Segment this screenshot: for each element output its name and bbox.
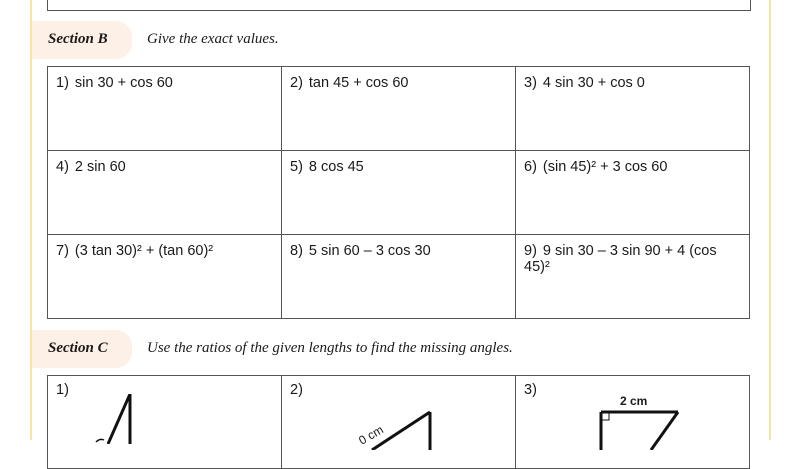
question-cell: 8) 5 sin 60 – 3 cos 30 [282, 235, 516, 319]
triangle-diagram [596, 410, 686, 450]
question-cell: 9) 9 sin 30 – 3 sin 90 + 4 (cos 45)² [516, 235, 750, 319]
triangle-diagram [88, 394, 148, 444]
page-border-left [30, 0, 32, 440]
triangle-diagram [342, 410, 442, 450]
question-cell: 4) 2 sin 60 [48, 151, 282, 235]
section-c-table [47, 375, 750, 469]
length-label: 0 cm [356, 422, 386, 448]
question-cell: 3) 4 sin 30 + cos 0 [516, 67, 750, 151]
question-cell: 3) 2 cm [516, 376, 750, 469]
question-cell: 5) 8 cos 45 [282, 151, 516, 235]
question-cell: 2) tan 45 + cos 60 [282, 67, 516, 151]
question-cell: 6) (sin 45)² + 3 cos 60 [516, 151, 750, 235]
section-c-label: Section C [48, 340, 108, 356]
section-b-instruction: Give the exact values. [147, 31, 279, 47]
question-cell: 1) sin 30 + cos 60 [48, 67, 282, 151]
question-cell: 1) [48, 376, 282, 469]
section-c-instruction: Use the ratios of the given lengths to find the missing angles. [147, 340, 513, 356]
length-label: 2 cm [620, 394, 648, 408]
section-b-table [47, 66, 750, 319]
section-b-label: Section B [48, 31, 108, 47]
section-a-box [47, 0, 751, 11]
question-cell: 2) 0 cm [282, 376, 516, 469]
question-cell: 7) (3 tan 30)² + (tan 60)² [48, 235, 282, 319]
page-border-right [769, 0, 771, 440]
